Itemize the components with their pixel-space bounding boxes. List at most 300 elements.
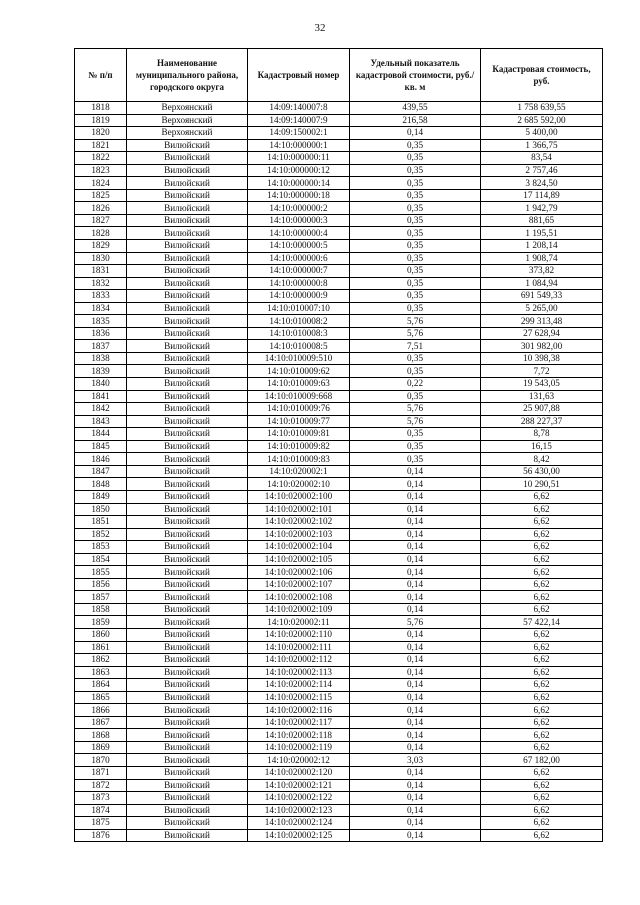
district-cell: Вилюйский xyxy=(127,754,248,767)
row-number-cell: 1820 xyxy=(75,127,127,140)
cadastral-value-cell: 5 265,00 xyxy=(481,302,603,315)
cadastral-value-cell: 6,62 xyxy=(481,503,603,516)
specific-value-cell: 0,35 xyxy=(350,189,481,202)
specific-value-cell: 0,14 xyxy=(350,804,481,817)
table-row xyxy=(75,365,603,378)
specific-value-cell: 0,14 xyxy=(350,691,481,704)
cadastral-number-cell: 14:10:020002:101 xyxy=(248,503,350,516)
table-row xyxy=(75,641,603,654)
cadastral-number-cell: 14:10:000000:12 xyxy=(248,164,350,177)
cadastral-number-cell: 14:10:000000:3 xyxy=(248,214,350,227)
specific-value-cell: 5,76 xyxy=(350,327,481,340)
district-cell: Вилюйский xyxy=(127,741,248,754)
cadastral-number-cell: 14:10:020002:124 xyxy=(248,817,350,830)
row-number-cell: 1866 xyxy=(75,704,127,717)
cadastral-number-cell: 14:09:150002:1 xyxy=(248,127,350,140)
specific-value-cell: 0,14 xyxy=(350,792,481,805)
header-district: Наименование муниципального района, городского округа xyxy=(127,49,248,102)
cadastral-value-cell: 6,62 xyxy=(481,654,603,667)
table-row xyxy=(75,453,603,466)
district-cell: Вилюйский xyxy=(127,365,248,378)
cadastral-value-cell: 6,62 xyxy=(481,666,603,679)
specific-value-cell: 0,14 xyxy=(350,465,481,478)
district-cell: Вилюйский xyxy=(127,654,248,667)
table-row xyxy=(75,227,603,240)
table-row xyxy=(75,716,603,729)
row-number-cell: 1833 xyxy=(75,290,127,303)
cadastral-value-cell: 57 422,14 xyxy=(481,616,603,629)
specific-value-cell: 5,76 xyxy=(350,315,481,328)
district-cell: Вилюйский xyxy=(127,440,248,453)
district-cell: Вилюйский xyxy=(127,315,248,328)
specific-value-cell: 0,35 xyxy=(350,390,481,403)
cadastral-number-cell: 14:10:010009:668 xyxy=(248,390,350,403)
row-number-cell: 1830 xyxy=(75,252,127,265)
table-row xyxy=(75,729,603,742)
district-cell: Вилюйский xyxy=(127,566,248,579)
district-cell: Вилюйский xyxy=(127,628,248,641)
table-row xyxy=(75,779,603,792)
cadastral-number-cell: 14:10:020002:100 xyxy=(248,490,350,503)
row-number-cell: 1845 xyxy=(75,440,127,453)
table-row xyxy=(75,252,603,265)
table-row xyxy=(75,240,603,253)
cadastral-number-cell: 14:10:020002:115 xyxy=(248,691,350,704)
cadastral-number-cell: 14:10:020002:111 xyxy=(248,641,350,654)
table-row xyxy=(75,754,603,767)
cadastral-number-cell: 14:10:010007:10 xyxy=(248,302,350,315)
cadastral-value-cell: 8,42 xyxy=(481,453,603,466)
specific-value-cell: 0,35 xyxy=(350,177,481,190)
district-cell: Вилюйский xyxy=(127,716,248,729)
district-cell: Вилюйский xyxy=(127,177,248,190)
row-number-cell: 1856 xyxy=(75,578,127,591)
cadastral-value-cell: 6,62 xyxy=(481,578,603,591)
cadastral-value-cell: 6,62 xyxy=(481,679,603,692)
cadastral-value-cell: 881,65 xyxy=(481,214,603,227)
district-cell: Верхоянский xyxy=(127,114,248,127)
specific-value-cell: 0,14 xyxy=(350,741,481,754)
specific-value-cell: 0,14 xyxy=(350,591,481,604)
row-number-cell: 1858 xyxy=(75,603,127,616)
row-number-cell: 1868 xyxy=(75,729,127,742)
specific-value-cell: 0,35 xyxy=(350,352,481,365)
row-number-cell: 1831 xyxy=(75,265,127,278)
header-row-number: № п/п xyxy=(75,49,127,102)
cadastral-value-cell: 6,62 xyxy=(481,516,603,529)
district-cell: Вилюйский xyxy=(127,603,248,616)
district-cell: Вилюйский xyxy=(127,139,248,152)
specific-value-cell: 0,14 xyxy=(350,490,481,503)
specific-value-cell: 0,14 xyxy=(350,528,481,541)
cadastral-value-cell: 6,62 xyxy=(481,691,603,704)
table-row xyxy=(75,566,603,579)
specific-value-cell: 0,35 xyxy=(350,453,481,466)
table-row xyxy=(75,428,603,441)
page-number: 32 xyxy=(314,22,326,34)
header-row xyxy=(75,49,603,102)
specific-value-cell: 5,76 xyxy=(350,403,481,416)
row-number-cell: 1840 xyxy=(75,378,127,391)
specific-value-cell: 0,35 xyxy=(350,139,481,152)
row-number-cell: 1843 xyxy=(75,415,127,428)
district-cell: Верхоянский xyxy=(127,127,248,140)
table-row xyxy=(75,528,603,541)
table-row xyxy=(75,214,603,227)
cadastral-value-cell: 17 114,89 xyxy=(481,189,603,202)
district-cell: Вилюйский xyxy=(127,227,248,240)
specific-value-cell: 439,55 xyxy=(350,102,481,115)
specific-value-cell: 0,35 xyxy=(350,440,481,453)
cadastral-number-cell: 14:10:000000:9 xyxy=(248,290,350,303)
cadastral-number-cell: 14:10:020002:121 xyxy=(248,779,350,792)
cadastral-number-cell: 14:10:020002:123 xyxy=(248,804,350,817)
cadastral-number-cell: 14:10:000000:18 xyxy=(248,189,350,202)
district-cell: Вилюйский xyxy=(127,453,248,466)
district-cell: Вилюйский xyxy=(127,290,248,303)
row-number-cell: 1865 xyxy=(75,691,127,704)
table-row xyxy=(75,327,603,340)
table-row xyxy=(75,691,603,704)
cadastral-number-cell: 14:10:020002:122 xyxy=(248,792,350,805)
specific-value-cell: 0,14 xyxy=(350,603,481,616)
specific-value-cell: 0,35 xyxy=(350,152,481,165)
cadastral-value-cell: 16,15 xyxy=(481,440,603,453)
row-number-cell: 1862 xyxy=(75,654,127,667)
cadastral-number-cell: 14:10:020002:12 xyxy=(248,754,350,767)
cadastral-number-cell: 14:10:000000:5 xyxy=(248,240,350,253)
table-row xyxy=(75,340,603,353)
cadastral-value-cell: 19 543,05 xyxy=(481,378,603,391)
cadastral-value-cell: 6,62 xyxy=(481,628,603,641)
cadastral-value-cell: 1 195,51 xyxy=(481,227,603,240)
district-cell: Вилюйский xyxy=(127,202,248,215)
specific-value-cell: 0,14 xyxy=(350,704,481,717)
table-row xyxy=(75,202,603,215)
table-row xyxy=(75,766,603,779)
table-row xyxy=(75,578,603,591)
table-row xyxy=(75,177,603,190)
cadastral-value-cell: 1 942,79 xyxy=(481,202,603,215)
cadastral-value-cell: 6,62 xyxy=(481,704,603,717)
district-cell: Вилюйский xyxy=(127,378,248,391)
row-number-cell: 1876 xyxy=(75,829,127,842)
row-number-cell: 1849 xyxy=(75,490,127,503)
cadastral-value-cell: 6,62 xyxy=(481,729,603,742)
table-row xyxy=(75,378,603,391)
row-number-cell: 1839 xyxy=(75,365,127,378)
cadastral-value-cell: 288 227,37 xyxy=(481,415,603,428)
cadastral-number-cell: 14:10:020002:125 xyxy=(248,829,350,842)
specific-value-cell: 0,14 xyxy=(350,566,481,579)
cadastral-value-cell: 301 982,00 xyxy=(481,340,603,353)
specific-value-cell: 0,35 xyxy=(350,302,481,315)
table-row xyxy=(75,628,603,641)
specific-value-cell: 0,14 xyxy=(350,666,481,679)
cadastral-number-cell: 14:10:020002:105 xyxy=(248,553,350,566)
row-number-cell: 1875 xyxy=(75,817,127,830)
district-cell: Вилюйский xyxy=(127,679,248,692)
row-number-cell: 1850 xyxy=(75,503,127,516)
cadastral-number-cell: 14:09:140007:8 xyxy=(248,102,350,115)
district-cell: Вилюйский xyxy=(127,189,248,202)
header-specific-value: Удельный показатель кадастровой стоимости, руб./кв. м xyxy=(350,49,481,102)
specific-value-cell: 0,14 xyxy=(350,628,481,641)
row-number-cell: 1848 xyxy=(75,478,127,491)
row-number-cell: 1867 xyxy=(75,716,127,729)
table-row xyxy=(75,616,603,629)
row-number-cell: 1837 xyxy=(75,340,127,353)
specific-value-cell: 0,22 xyxy=(350,378,481,391)
row-number-cell: 1857 xyxy=(75,591,127,604)
cadastral-number-cell: 14:10:000000:1 xyxy=(248,139,350,152)
cadastral-value-cell: 27 628,94 xyxy=(481,327,603,340)
table-row xyxy=(75,114,603,127)
table-row xyxy=(75,164,603,177)
row-number-cell: 1842 xyxy=(75,403,127,416)
district-cell: Вилюйский xyxy=(127,779,248,792)
table-row xyxy=(75,666,603,679)
specific-value-cell: 0,35 xyxy=(350,214,481,227)
cadastral-value-cell: 299 313,48 xyxy=(481,315,603,328)
district-cell: Вилюйский xyxy=(127,277,248,290)
cadastral-number-cell: 14:10:020002:109 xyxy=(248,603,350,616)
table-row xyxy=(75,265,603,278)
row-number-cell: 1846 xyxy=(75,453,127,466)
cadastral-number-cell: 14:10:020002:103 xyxy=(248,528,350,541)
district-cell: Вилюйский xyxy=(127,240,248,253)
cadastral-number-cell: 14:10:020002:116 xyxy=(248,704,350,717)
specific-value-cell: 0,35 xyxy=(350,240,481,253)
table-row xyxy=(75,152,603,165)
cadastral-number-cell: 14:10:010008:3 xyxy=(248,327,350,340)
cadastral-value-cell: 1 208,14 xyxy=(481,240,603,253)
row-number-cell: 1819 xyxy=(75,114,127,127)
cadastral-value-cell: 6,62 xyxy=(481,603,603,616)
specific-value-cell: 216,58 xyxy=(350,114,481,127)
row-number-cell: 1829 xyxy=(75,240,127,253)
table-row xyxy=(75,804,603,817)
cadastral-number-cell: 14:10:020002:113 xyxy=(248,666,350,679)
cadastral-value-cell: 2 757,46 xyxy=(481,164,603,177)
district-cell: Вилюйский xyxy=(127,503,248,516)
table-row xyxy=(75,704,603,717)
table-header xyxy=(75,49,603,102)
specific-value-cell: 0,14 xyxy=(350,766,481,779)
cadastral-number-cell: 14:10:010008:5 xyxy=(248,340,350,353)
table-row xyxy=(75,440,603,453)
district-cell: Вилюйский xyxy=(127,214,248,227)
district-cell: Вилюйский xyxy=(127,516,248,529)
district-cell: Вилюйский xyxy=(127,465,248,478)
table-row xyxy=(75,302,603,315)
cadastral-number-cell: 14:10:010009:81 xyxy=(248,428,350,441)
district-cell: Вилюйский xyxy=(127,553,248,566)
specific-value-cell: 0,35 xyxy=(350,227,481,240)
cadastral-number-cell: 14:10:010009:82 xyxy=(248,440,350,453)
cadastral-value-cell: 6,62 xyxy=(481,817,603,830)
cadastral-number-cell: 14:10:020002:114 xyxy=(248,679,350,692)
row-number-cell: 1821 xyxy=(75,139,127,152)
table-row xyxy=(75,352,603,365)
cadastral-value-cell: 2 685 592,00 xyxy=(481,114,603,127)
district-cell: Вилюйский xyxy=(127,591,248,604)
cadastral-number-cell: 14:10:000000:11 xyxy=(248,152,350,165)
district-cell: Вилюйский xyxy=(127,766,248,779)
cadastral-value-cell: 6,62 xyxy=(481,541,603,554)
row-number-cell: 1870 xyxy=(75,754,127,767)
cadastral-number-cell: 14:10:010009:76 xyxy=(248,403,350,416)
cadastral-value-cell: 131,63 xyxy=(481,390,603,403)
row-number-cell: 1844 xyxy=(75,428,127,441)
specific-value-cell: 0,14 xyxy=(350,641,481,654)
cadastral-value-cell: 1 758 639,55 xyxy=(481,102,603,115)
district-cell: Вилюйский xyxy=(127,327,248,340)
cadastral-value-cell: 1 084,94 xyxy=(481,277,603,290)
cadastral-value-table xyxy=(74,48,603,842)
cadastral-number-cell: 14:09:140007:9 xyxy=(248,114,350,127)
cadastral-number-cell: 14:10:000000:6 xyxy=(248,252,350,265)
district-cell: Вилюйский xyxy=(127,641,248,654)
cadastral-value-cell: 1 908,74 xyxy=(481,252,603,265)
cadastral-value-cell: 8,78 xyxy=(481,428,603,441)
specific-value-cell: 5,76 xyxy=(350,415,481,428)
row-number-cell: 1874 xyxy=(75,804,127,817)
row-number-cell: 1873 xyxy=(75,792,127,805)
table-row xyxy=(75,679,603,692)
district-cell: Вилюйский xyxy=(127,428,248,441)
row-number-cell: 1861 xyxy=(75,641,127,654)
district-cell: Вилюйский xyxy=(127,390,248,403)
table-row xyxy=(75,102,603,115)
cadastral-value-cell: 6,62 xyxy=(481,804,603,817)
cadastral-value-cell: 691 549,33 xyxy=(481,290,603,303)
cadastral-value-cell: 6,62 xyxy=(481,591,603,604)
district-cell: Вилюйский xyxy=(127,352,248,365)
row-number-cell: 1859 xyxy=(75,616,127,629)
cadastral-value-cell: 6,62 xyxy=(481,792,603,805)
cadastral-value-cell: 6,62 xyxy=(481,716,603,729)
cadastral-value-cell: 6,62 xyxy=(481,829,603,842)
specific-value-cell: 0,14 xyxy=(350,553,481,566)
specific-value-cell: 0,14 xyxy=(350,817,481,830)
cadastral-number-cell: 14:10:010009:83 xyxy=(248,453,350,466)
table-row xyxy=(75,553,603,566)
row-number-cell: 1847 xyxy=(75,465,127,478)
table-row xyxy=(75,654,603,667)
header-cadastral-number: Кадастровый номер xyxy=(248,49,350,102)
cadastral-number-cell: 14:10:020002:119 xyxy=(248,741,350,754)
specific-value-cell: 0,35 xyxy=(350,365,481,378)
specific-value-cell: 0,35 xyxy=(350,202,481,215)
district-cell: Вилюйский xyxy=(127,829,248,842)
specific-value-cell: 0,35 xyxy=(350,277,481,290)
specific-value-cell: 0,14 xyxy=(350,503,481,516)
table-row xyxy=(75,189,603,202)
row-number-cell: 1853 xyxy=(75,541,127,554)
cadastral-value-cell: 6,62 xyxy=(481,766,603,779)
specific-value-cell: 0,35 xyxy=(350,265,481,278)
row-number-cell: 1871 xyxy=(75,766,127,779)
cadastral-value-cell: 67 182,00 xyxy=(481,754,603,767)
table-row xyxy=(75,490,603,503)
row-number-cell: 1864 xyxy=(75,679,127,692)
district-cell: Вилюйский xyxy=(127,152,248,165)
cadastral-number-cell: 14:10:020002:106 xyxy=(248,566,350,579)
header-cadastral-value: Кадастровая стоимость, руб. xyxy=(481,49,603,102)
cadastral-value-cell: 7,72 xyxy=(481,365,603,378)
table-row xyxy=(75,478,603,491)
table-row xyxy=(75,415,603,428)
row-number-cell: 1869 xyxy=(75,741,127,754)
district-cell: Вилюйский xyxy=(127,490,248,503)
specific-value-cell: 7,51 xyxy=(350,340,481,353)
table-row xyxy=(75,390,603,403)
cadastral-number-cell: 14:10:000000:14 xyxy=(248,177,350,190)
district-cell: Вилюйский xyxy=(127,704,248,717)
row-number-cell: 1823 xyxy=(75,164,127,177)
specific-value-cell: 5,76 xyxy=(350,616,481,629)
district-cell: Вилюйский xyxy=(127,252,248,265)
district-cell: Вилюйский xyxy=(127,817,248,830)
specific-value-cell: 0,14 xyxy=(350,679,481,692)
district-cell: Вилюйский xyxy=(127,729,248,742)
table-row xyxy=(75,290,603,303)
table-row xyxy=(75,603,603,616)
cadastral-value-cell: 10 290,51 xyxy=(481,478,603,491)
row-number-cell: 1835 xyxy=(75,315,127,328)
row-number-cell: 1855 xyxy=(75,566,127,579)
cadastral-number-cell: 14:10:010009:77 xyxy=(248,415,350,428)
row-number-cell: 1822 xyxy=(75,152,127,165)
row-number-cell: 1838 xyxy=(75,352,127,365)
specific-value-cell: 0,14 xyxy=(350,729,481,742)
cadastral-number-cell: 14:10:020002:10 xyxy=(248,478,350,491)
district-cell: Вилюйский xyxy=(127,302,248,315)
specific-value-cell: 3,03 xyxy=(350,754,481,767)
district-cell: Вилюйский xyxy=(127,340,248,353)
cadastral-number-cell: 14:10:010009:62 xyxy=(248,365,350,378)
specific-value-cell: 0,14 xyxy=(350,127,481,140)
cadastral-value-cell: 1 366,75 xyxy=(481,139,603,152)
district-cell: Вилюйский xyxy=(127,164,248,177)
cadastral-value-cell: 10 398,38 xyxy=(481,352,603,365)
row-number-cell: 1854 xyxy=(75,553,127,566)
table-row xyxy=(75,139,603,152)
row-number-cell: 1824 xyxy=(75,177,127,190)
specific-value-cell: 0,14 xyxy=(350,541,481,554)
row-number-cell: 1818 xyxy=(75,102,127,115)
cadastral-number-cell: 14:10:000000:2 xyxy=(248,202,350,215)
table-row xyxy=(75,127,603,140)
table-row xyxy=(75,403,603,416)
cadastral-value-cell: 3 824,50 xyxy=(481,177,603,190)
cadastral-number-cell: 14:10:010009:63 xyxy=(248,378,350,391)
specific-value-cell: 0,35 xyxy=(350,290,481,303)
district-cell: Вилюйский xyxy=(127,265,248,278)
cadastral-number-cell: 14:10:020002:118 xyxy=(248,729,350,742)
district-cell: Верхоянский xyxy=(127,102,248,115)
cadastral-value-cell: 6,62 xyxy=(481,566,603,579)
cadastral-number-cell: 14:10:020002:108 xyxy=(248,591,350,604)
district-cell: Вилюйский xyxy=(127,478,248,491)
district-cell: Вилюйский xyxy=(127,528,248,541)
cadastral-number-cell: 14:10:020002:104 xyxy=(248,541,350,554)
row-number-cell: 1825 xyxy=(75,189,127,202)
district-cell: Вилюйский xyxy=(127,804,248,817)
cadastral-value-cell: 373,82 xyxy=(481,265,603,278)
specific-value-cell: 0,14 xyxy=(350,654,481,667)
